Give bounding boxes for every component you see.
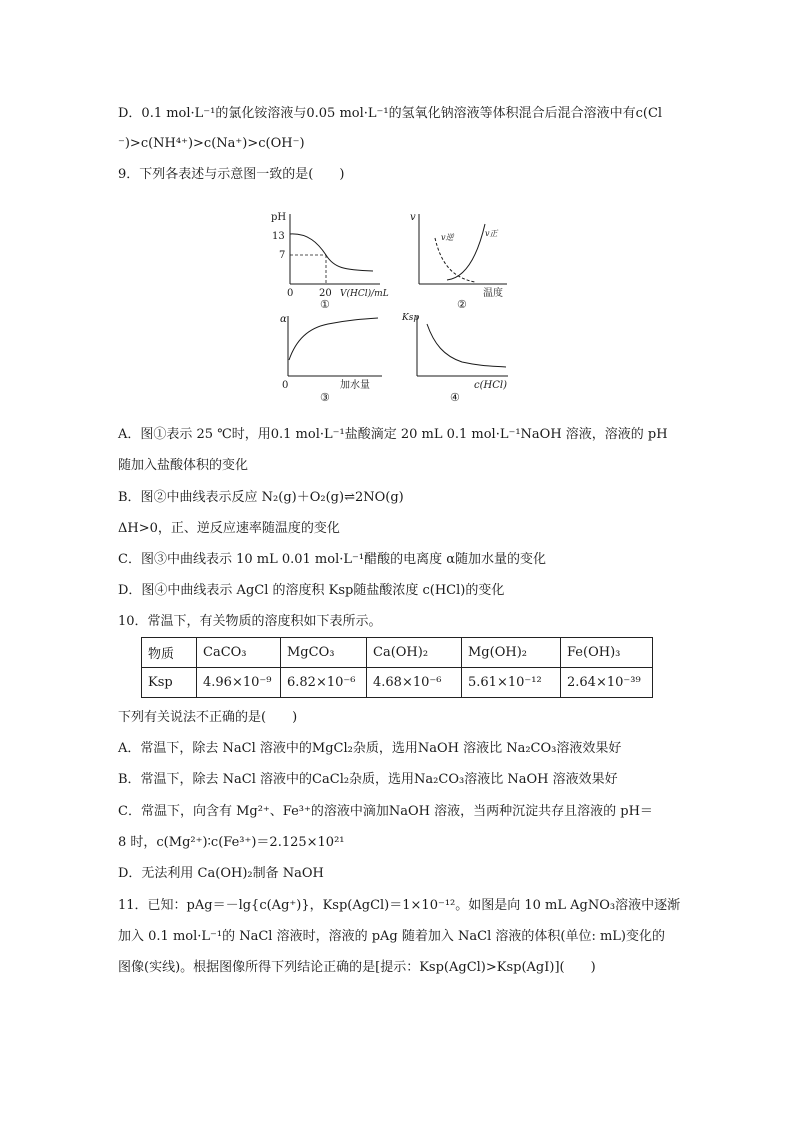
question-9-stem: 9．下列各表述与示意图一致的是( ) [118, 167, 345, 182]
fig2-label-v-forward: v正 [485, 229, 498, 238]
fig3-number: ③ [320, 391, 330, 402]
question-10-option-a: A．常温下，除去 NaCl 溶液中的MgCl₂杂质，选用NaOH 溶液比 Na₂CO₃溶液效果好 [118, 741, 622, 756]
option-d-line2: ⁻)>c(NH⁴⁺)>c(Na⁺)>c(OH⁻) [118, 136, 305, 151]
table-cell: MgCO₃ [281, 638, 367, 668]
table-cell: 物质 [142, 638, 197, 668]
fig1-tick-7: 7 [279, 250, 286, 261]
question-9-option-c: C．图③中曲线表示 10 mL 0.01 mol·L⁻¹醋酸的电离度 α随加水量的变化 [118, 552, 546, 567]
question-9-option-b-line1: B．图②中曲线表示反应 N₂(g)＋O₂(g)⇌2NO(g) [118, 490, 404, 505]
solubility-product-table [141, 637, 653, 698]
table-cell: Fe(OH)₃ [561, 638, 653, 668]
fig1-tick-13: 13 [272, 231, 285, 242]
figure-4-ksp-hcl [400, 310, 520, 402]
fig2-label-v-reverse: v逆 [441, 233, 454, 242]
question-9-option-d: D．图④中曲线表示 AgCl 的溶度积 Ksp随盐酸浓度 c(HCl)的变化 [118, 583, 505, 598]
table-cell: Ca(OH)₂ [367, 638, 462, 668]
fig3-ylabel: α [280, 314, 287, 325]
option-d-line1: D．0.1 mol·L⁻¹的氯化铵溶液与0.05 mol·L⁻¹的氢氧化钠溶液等体积混合后混合溶液中有c(Cl [118, 106, 663, 121]
table-header-row [142, 638, 653, 668]
fig2-xlabel: 温度 [483, 288, 503, 299]
question-9-option-a-line2: 随加入盐酸体积的变化 [118, 458, 249, 473]
table-cell: Mg(OH)₂ [462, 638, 561, 668]
table-cell: 2.64×10⁻³⁹ [561, 668, 653, 698]
table-cell: 4.96×10⁻⁹ [197, 668, 281, 698]
fig3-xlabel: 加水量 [340, 380, 370, 391]
fig1-ylabel: pH [271, 212, 287, 223]
table-cell: CaCO₃ [197, 638, 281, 668]
question-9-option-b-line2: ΔH>0，正、逆反应速率随温度的变化 [118, 521, 340, 536]
fig4-number: ④ [450, 391, 460, 402]
question-9-option-a-line1: A．图①表示 25 ℃时，用0.1 mol·L⁻¹盐酸滴定 20 mL 0.1 mol·L⁻¹NaOH 溶液，溶液的 pH [118, 427, 668, 442]
figure-3-ionization-degree [278, 310, 393, 402]
fig1-tick-0: 0 [287, 288, 294, 299]
question-10-option-c-line2: 8 时，c(Mg²⁺)∶c(Fe³⁺)＝2.125×10²¹ [118, 835, 345, 850]
fig4-ylabel: Ksp [402, 313, 420, 323]
fig3-tick-0: 0 [282, 380, 289, 391]
fig1-xlabel: V(HCl)/mL [340, 289, 389, 299]
question-10-option-b: B．常温下，除去 NaCl 溶液中的CaCl₂杂质，选用Na₂CO₃溶液比 NaOH 溶液效果好 [118, 772, 618, 787]
question-11-line3: 图像(实线)。根据图像所得下列结论正确的是[提示：Ksp(AgCl)>Ksp(AgI)]( ) [118, 960, 596, 975]
question-11-line2: 加入 0.1 mol·L⁻¹的 NaCl 溶液时，溶液的 pAg 随着加入 NaCl 溶液的体积(单位: mL)变化的 [118, 929, 665, 944]
table-cell: 4.68×10⁻⁶ [367, 668, 462, 698]
question-10-option-c-line1: C．常温下，向含有 Mg²⁺、Fe³⁺的溶液中滴加NaOH 溶液，当两种沉淀共存且溶液的 pH＝ [118, 804, 653, 819]
figure-1-titration-curve [268, 208, 393, 308]
fig1-number: ① [320, 298, 330, 308]
fig4-xlabel: c(HCl) [474, 380, 507, 391]
table-cell: 6.82×10⁻⁶ [281, 668, 367, 698]
question-10-subprompt: 下列有关说法不正确的是( ) [118, 710, 298, 725]
fig2-number: ② [457, 298, 467, 308]
table-cell: Ksp [142, 668, 197, 698]
table-row [142, 668, 653, 698]
question-11-line1: 11．已知：pAg＝－lg{c(Ag⁺)}，Ksp(AgCl)＝1×10⁻¹²。如图是向 10 mL AgNO₃溶液中逐渐 [118, 898, 681, 913]
fig1-tick-20: 20 [319, 288, 332, 299]
question-10-stem: 10．常温下，有关物质的溶度积如下表所示。 [118, 614, 382, 629]
figure-2-rate-temperature [405, 208, 520, 308]
question-10-option-d: D．无法利用 Ca(OH)₂制备 NaOH [118, 866, 324, 881]
fig2-ylabel: v [410, 212, 416, 223]
table-cell: 5.61×10⁻¹² [462, 668, 561, 698]
